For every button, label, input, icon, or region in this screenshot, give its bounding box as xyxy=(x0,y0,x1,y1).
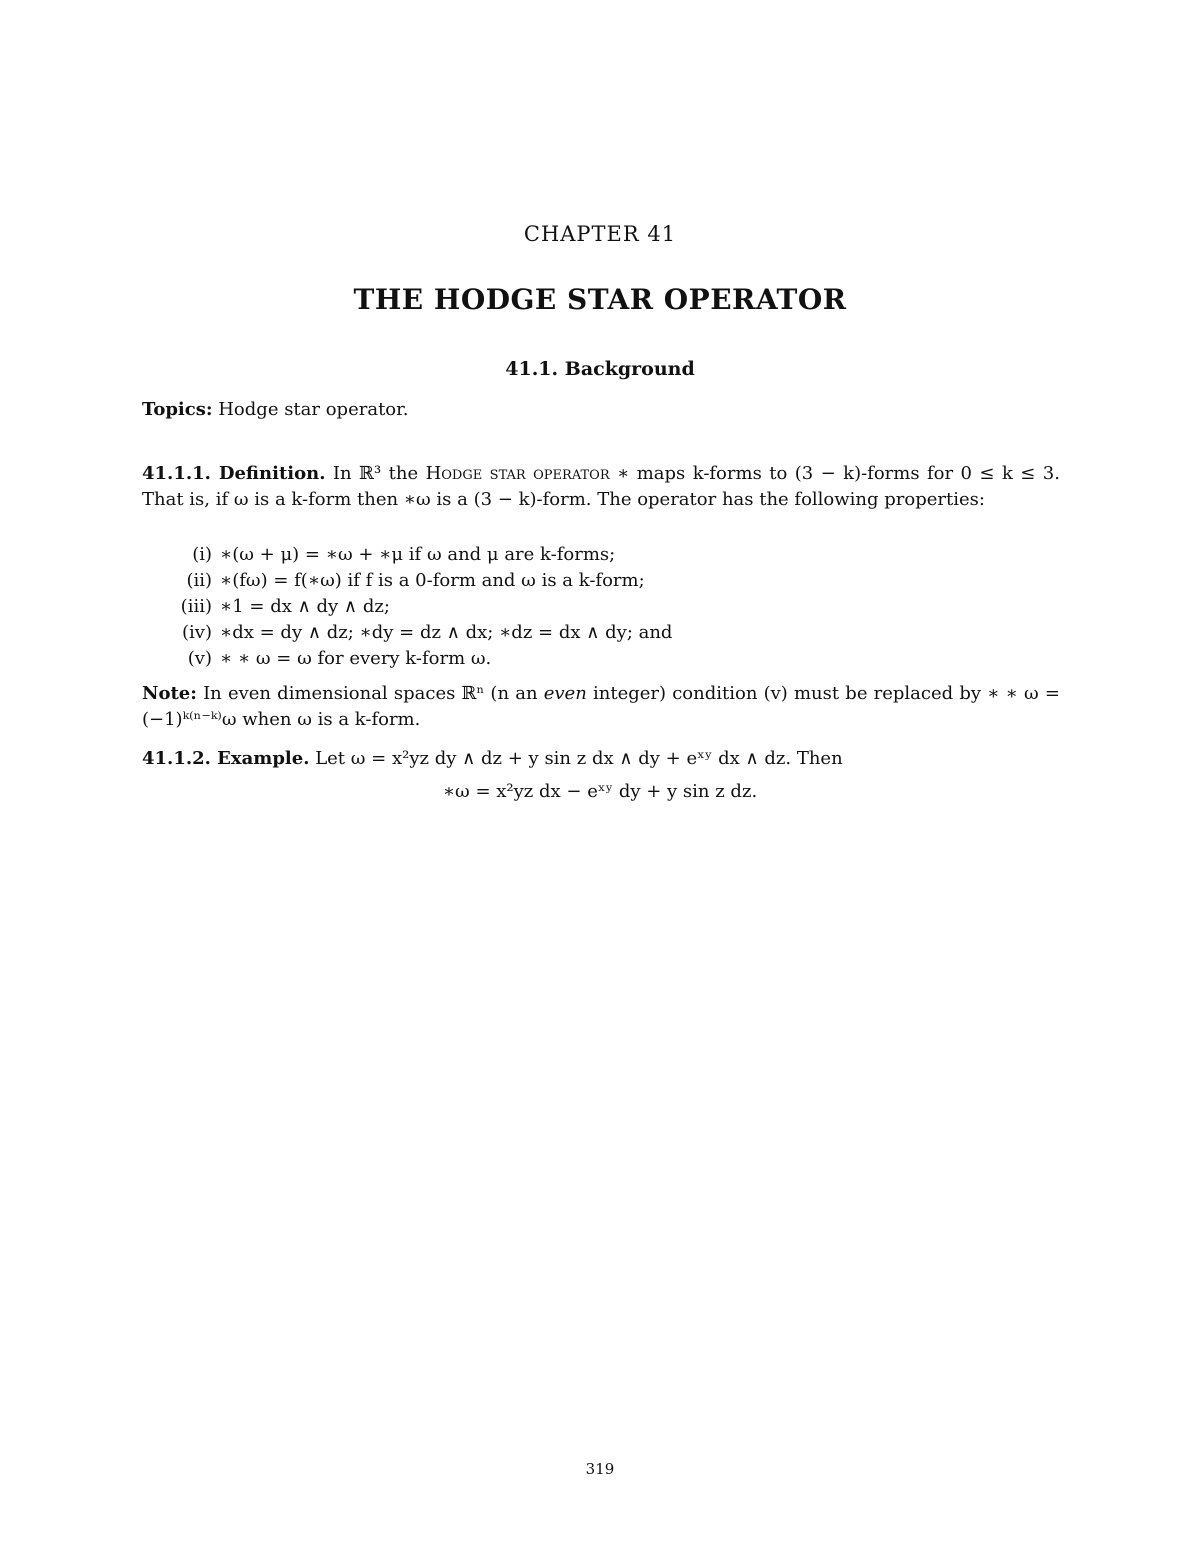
list-item xyxy=(142,568,672,594)
definition-label: 41.1.1. Definition. xyxy=(142,463,326,484)
topics-label: Topics: xyxy=(142,399,213,420)
list-item xyxy=(142,646,672,672)
note-text-1: In even dimensional spaces ℝⁿ (n an xyxy=(203,683,538,704)
list-item-number: (iv) xyxy=(182,622,212,643)
definition-term: Hodge star operator xyxy=(425,463,610,484)
note-emphasis: even xyxy=(543,683,587,704)
section-heading: 41.1. Background xyxy=(505,358,695,380)
example-text: Let ω = x²yz dy ∧ dz + y sin z dx ∧ dy + eˣʸ dx ∧ dz. Then xyxy=(315,748,843,769)
list-item-text: ∗1 = dx ∧ dy ∧ dz; xyxy=(220,596,390,617)
list-item-number: (iii) xyxy=(180,596,212,617)
list-item xyxy=(142,620,672,646)
list-item-number: (ii) xyxy=(186,570,212,591)
list-item-text: ∗ ∗ ω = ω for every k-form ω. xyxy=(220,648,492,669)
display-equation: ∗ω = x²yz dx − eˣʸ dy + y sin z dz. xyxy=(442,781,758,802)
page-number: 319 xyxy=(585,1460,615,1478)
chapter-number: CHAPTER 41 xyxy=(523,222,677,246)
note-paragraph xyxy=(142,681,1060,733)
list-item-text: ∗dx = dy ∧ dz; ∗dy = dz ∧ dx; ∗dz = dx ∧ dy; and xyxy=(220,622,673,643)
note-text-2: integer) condition (v) must be replaced by ∗ ∗ ω = (−1)ᵏ⁽ⁿ⁻ᵏ⁾ω when ω is a k-form. xyxy=(142,683,1060,730)
example-label: 41.1.2. Example. xyxy=(142,748,310,769)
list-item xyxy=(142,594,672,620)
example-paragraph xyxy=(142,746,1060,772)
topics-text: Hodge star operator. xyxy=(218,399,409,420)
list-item-number: (v) xyxy=(187,648,212,669)
list-item-text: ∗(fω) = f(∗ω) if f is a 0-form and ω is a k-form; xyxy=(220,570,645,591)
list-item xyxy=(142,542,672,568)
topics-line xyxy=(142,397,1060,423)
properties-list xyxy=(142,542,672,672)
definition-paragraph xyxy=(142,461,1060,513)
note-label: Note: xyxy=(142,683,197,704)
list-item-number: (i) xyxy=(192,544,212,565)
definition-text-1: In ℝ³ the xyxy=(332,463,419,484)
chapter-title: THE HODGE STAR OPERATOR xyxy=(353,283,847,316)
definition-text-2: ∗ maps k-forms to (3 − k)-forms for 0 ≤ k ≤ 3. That is, if ω is a k-form then ∗ω is a (3 − k)-form. The operator has the following properties: xyxy=(142,463,1060,510)
list-item-text: ∗(ω + μ) = ∗ω + ∗μ if ω and μ are k-forms; xyxy=(220,544,616,565)
